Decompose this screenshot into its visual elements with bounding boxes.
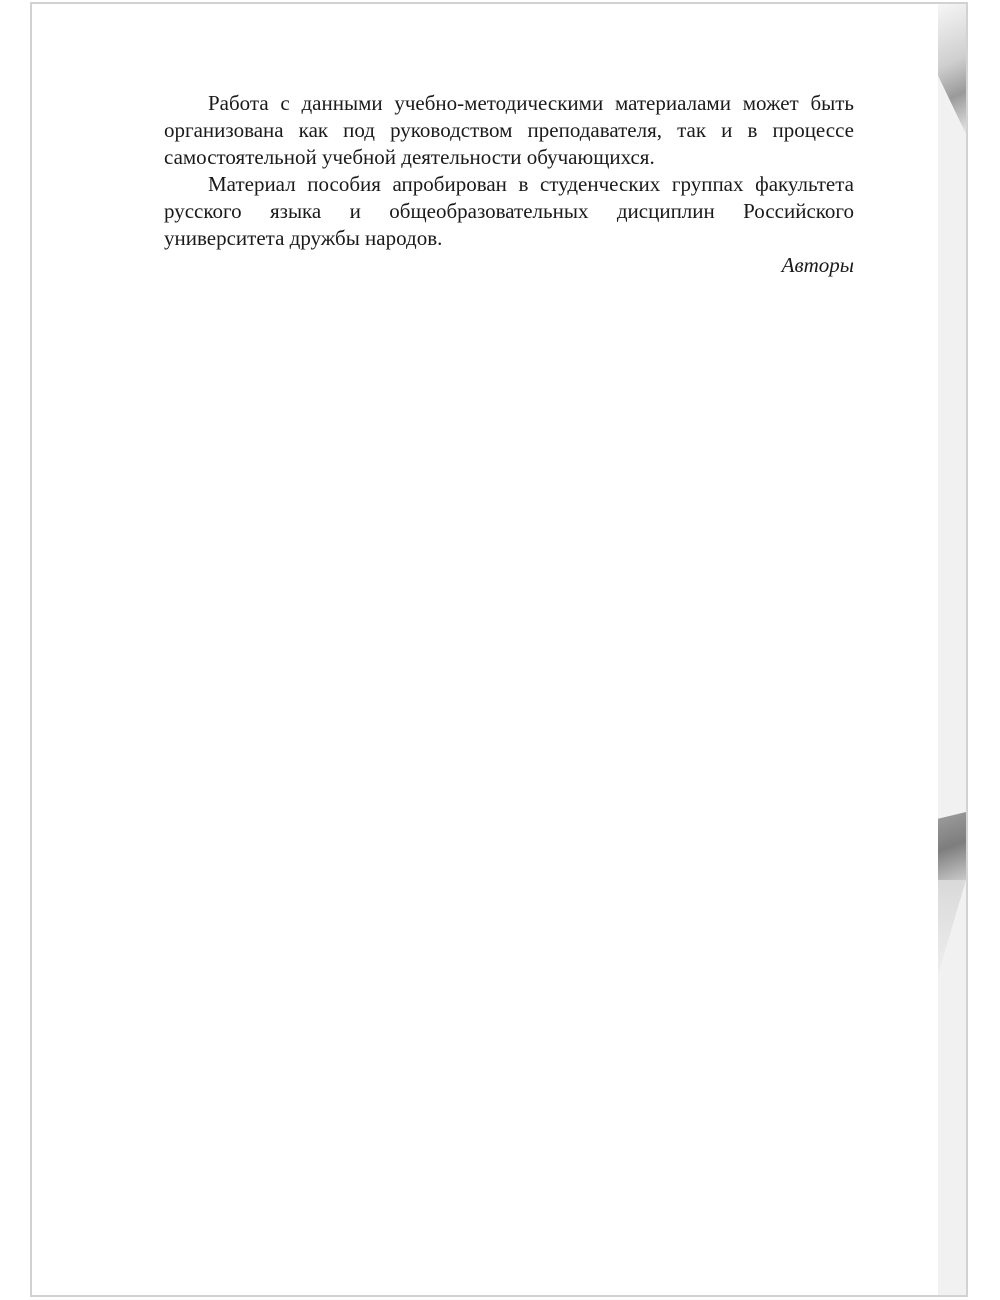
edge-shape-middle bbox=[938, 812, 966, 880]
page-edge-decoration bbox=[938, 4, 966, 1295]
signature: Авторы bbox=[781, 253, 854, 277]
body-text bbox=[164, 90, 854, 279]
edge-shape-top bbox=[938, 4, 966, 134]
document-page bbox=[30, 2, 968, 1297]
edge-shape-lower bbox=[938, 880, 966, 975]
paragraph-1: Работа с данными учебно-методическими материалами может быть организована как под руководством преподавателя, так и в процессе самостоятельной учебной деятельности обучающихся. bbox=[164, 91, 854, 169]
paragraph-2: Материал пособия апробирован в студенческих группах факультета русского языка и общеобразовательных дисциплин Российского университета дружбы народов. bbox=[164, 172, 854, 250]
